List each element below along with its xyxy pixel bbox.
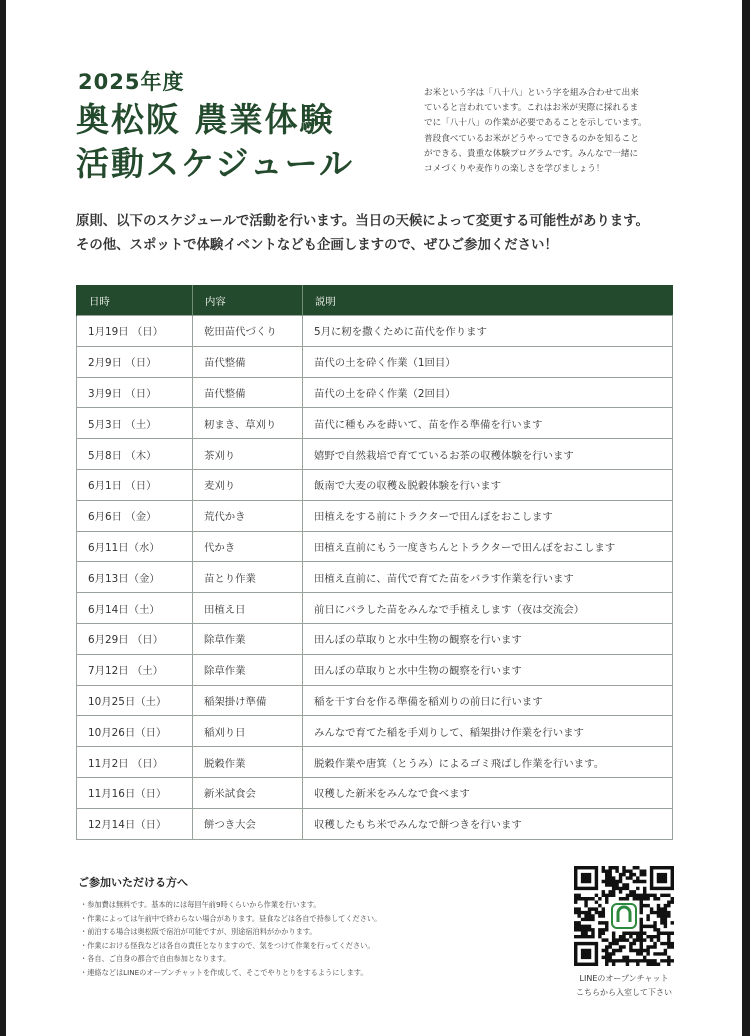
row-date: 1月19日 （日） xyxy=(77,316,193,347)
title-line-2: 活動スケジュール xyxy=(76,144,355,183)
table-row xyxy=(77,747,673,778)
qr-finder-pattern xyxy=(576,944,597,965)
table-row xyxy=(77,654,673,685)
row-activity: 稲架掛け準備 xyxy=(193,685,303,716)
table-row xyxy=(77,377,673,408)
intro-line: お米という字は「八十八」という字を組み合わせて出来 xyxy=(424,88,639,98)
row-activity: 稲刈り日 xyxy=(193,716,303,747)
header-description: 説明 xyxy=(303,285,673,316)
table-row xyxy=(77,470,673,501)
row-date: 11月2日 （日） xyxy=(77,747,193,778)
row-description: 収穫したもち米でみんなで餅つきを行います xyxy=(303,808,673,839)
intro-line: 普段食べているお米がどうやってできるのかを知ること xyxy=(424,133,639,144)
row-activity: 麦刈り xyxy=(193,470,303,501)
flyer-page xyxy=(6,0,742,1036)
participants-heading: ご参加いただける方へ xyxy=(78,876,188,889)
participants-notes xyxy=(80,898,560,979)
row-date: 5月3日 （土） xyxy=(77,408,193,439)
table-row xyxy=(77,593,673,624)
note-item: ・各自、ご自身の都合で自由参加となります。 xyxy=(80,954,231,963)
row-activity: 除草作業 xyxy=(193,654,303,685)
row-description: 苗代の土を砕く作業（1回目） xyxy=(303,346,673,377)
row-description: 田んぼの草取りと水中生物の観察を行います xyxy=(303,624,673,655)
table-row xyxy=(77,778,673,809)
row-date: 10月26日（日） xyxy=(77,716,193,747)
schedule-table xyxy=(76,285,673,840)
line-openchat-logo-icon xyxy=(612,904,636,928)
row-activity: 苗とり作業 xyxy=(193,562,303,593)
header-content: 内容 xyxy=(193,285,303,316)
line-qr-code[interactable] xyxy=(574,866,674,966)
note-item: ・参加費は無料です。基本的には毎回午前9時くらいから作業を行います。 xyxy=(80,900,321,909)
table-row xyxy=(77,346,673,377)
row-description: 苗代に種もみを蒔いて、苗を作る準備を行います xyxy=(303,408,673,439)
row-description: 収穫した新米をみんなで食べます xyxy=(303,778,673,809)
row-date: 6月13日（金） xyxy=(77,562,193,593)
row-description: 前日にバラした苗をみんなで手植えします（夜は交流会） xyxy=(303,593,673,624)
table-row xyxy=(77,439,673,470)
table-row xyxy=(77,716,673,747)
row-description: 嬉野で自然栽培で育てているお茶の収穫体験を行います xyxy=(303,439,673,470)
row-date: 6月29日 （日） xyxy=(77,624,193,655)
page-title xyxy=(76,98,354,186)
qr-finder-pattern xyxy=(576,868,597,889)
qr-caption-line-2: こちらから入室して下さい xyxy=(576,988,672,997)
row-description: 田植えをする前にトラクターで田んぼをおこします xyxy=(303,500,673,531)
intro-line: ていると言われています。これはお米が実際に採れるま xyxy=(424,103,639,114)
row-description: 飯南で大麦の収穫＆脱穀体験を行います xyxy=(303,470,673,501)
row-description: 田んぼの草取りと水中生物の観察を行います xyxy=(303,654,673,685)
row-activity: 荒代かき xyxy=(193,500,303,531)
row-activity: 除草作業 xyxy=(193,624,303,655)
table-row xyxy=(77,408,673,439)
row-description: 田植え直前にもう一度きちんとトラクターで田んぼをおこします xyxy=(303,531,673,562)
row-activity: 苗代整備 xyxy=(193,377,303,408)
row-date: 2月9日 （日） xyxy=(77,346,193,377)
table-row xyxy=(77,808,673,839)
title-line-1: 奥松阪 農業体験 xyxy=(76,100,335,139)
table-row xyxy=(77,685,673,716)
row-date: 10月25日（土） xyxy=(77,685,193,716)
row-activity: 茶刈り xyxy=(193,439,303,470)
note-item: ・前泊する場合は奥松阪で宿泊が可能ですが、別途宿泊料がかかります。 xyxy=(80,927,317,936)
row-activity: 田植え日 xyxy=(193,593,303,624)
row-date: 11月16日（日） xyxy=(77,778,193,809)
lead-text xyxy=(76,210,736,258)
qr-caption xyxy=(558,972,690,1000)
row-activity: 苗代整備 xyxy=(193,346,303,377)
row-description: 田植え直前に、苗代で育てた苗をバラす作業を行います xyxy=(303,562,673,593)
row-activity: 餅つき大会 xyxy=(193,808,303,839)
note-item: ・作業によっては午前中で終わらない場合があります。昼食などは各自で持参してください。 xyxy=(80,913,382,923)
intro-line: ができる、貴重な体験プログラムです。みんなで一緒に xyxy=(424,148,639,159)
row-date: 7月12日 （土） xyxy=(77,654,193,685)
qr-caption-line-1: LINEのオープンチャット xyxy=(579,974,669,983)
note-item: ・作業における怪我などは各自の責任となりますので、気をつけて作業を行ってください。 xyxy=(80,940,375,950)
row-date: 12月14日（日） xyxy=(77,808,193,839)
row-date: 5月8日 （木） xyxy=(77,439,193,470)
intro-paragraph xyxy=(424,86,692,177)
row-activity: 脱穀作業 xyxy=(193,747,303,778)
table-header-row xyxy=(77,285,673,316)
row-activity: 籾まき、草刈り xyxy=(193,408,303,439)
table-row xyxy=(77,531,673,562)
row-description: みんなで育てた稲を手刈りして、稲架掛け作業を行います xyxy=(303,716,673,747)
row-activity: 新米試食会 xyxy=(193,778,303,809)
year-heading: 2025年度 xyxy=(78,70,185,94)
intro-line: コメづくりや麦作りの楽しさを学びましょう！ xyxy=(424,164,605,175)
row-date: 6月11日（水） xyxy=(77,531,193,562)
row-description: 5月に籾を撒くために苗代を作ります xyxy=(303,316,673,347)
qr-finder-pattern xyxy=(652,868,673,889)
row-activity: 代かき xyxy=(193,531,303,562)
header-date: 日時 xyxy=(77,285,193,316)
lead-line: その他、スポットで体験イベントなども企画しますので、ぜひご参加ください！ xyxy=(76,238,558,253)
intro-line: でに「八十八」の作業が必要であることを示しています。 xyxy=(424,118,647,129)
row-description: 苗代の土を砕く作業（2回目） xyxy=(303,377,673,408)
row-description: 脱穀作業や唐箕（とうみ）によるゴミ飛ばし作業を行います。 xyxy=(303,747,673,778)
row-date: 6月14日（土） xyxy=(77,593,193,624)
table-row xyxy=(77,316,673,347)
table-row xyxy=(77,500,673,531)
row-activity: 乾田苗代づくり xyxy=(193,316,303,347)
note-item: ・連絡などはLINEのオープンチャットを作成して、そこでやりとりをするようにします。 xyxy=(80,967,368,977)
row-date: 6月1日 （日） xyxy=(77,470,193,501)
lead-line: 原則、以下のスケジュールで活動を行います。当日の天候によって変更する可能性があります。 xyxy=(76,214,649,229)
row-date: 6月6日 （金） xyxy=(77,500,193,531)
table-row xyxy=(77,624,673,655)
row-description: 稲を干す台を作る準備を稲刈りの前日に行います xyxy=(303,685,673,716)
schedule-body xyxy=(77,316,673,840)
table-row xyxy=(77,562,673,593)
row-date: 3月9日 （日） xyxy=(77,377,193,408)
